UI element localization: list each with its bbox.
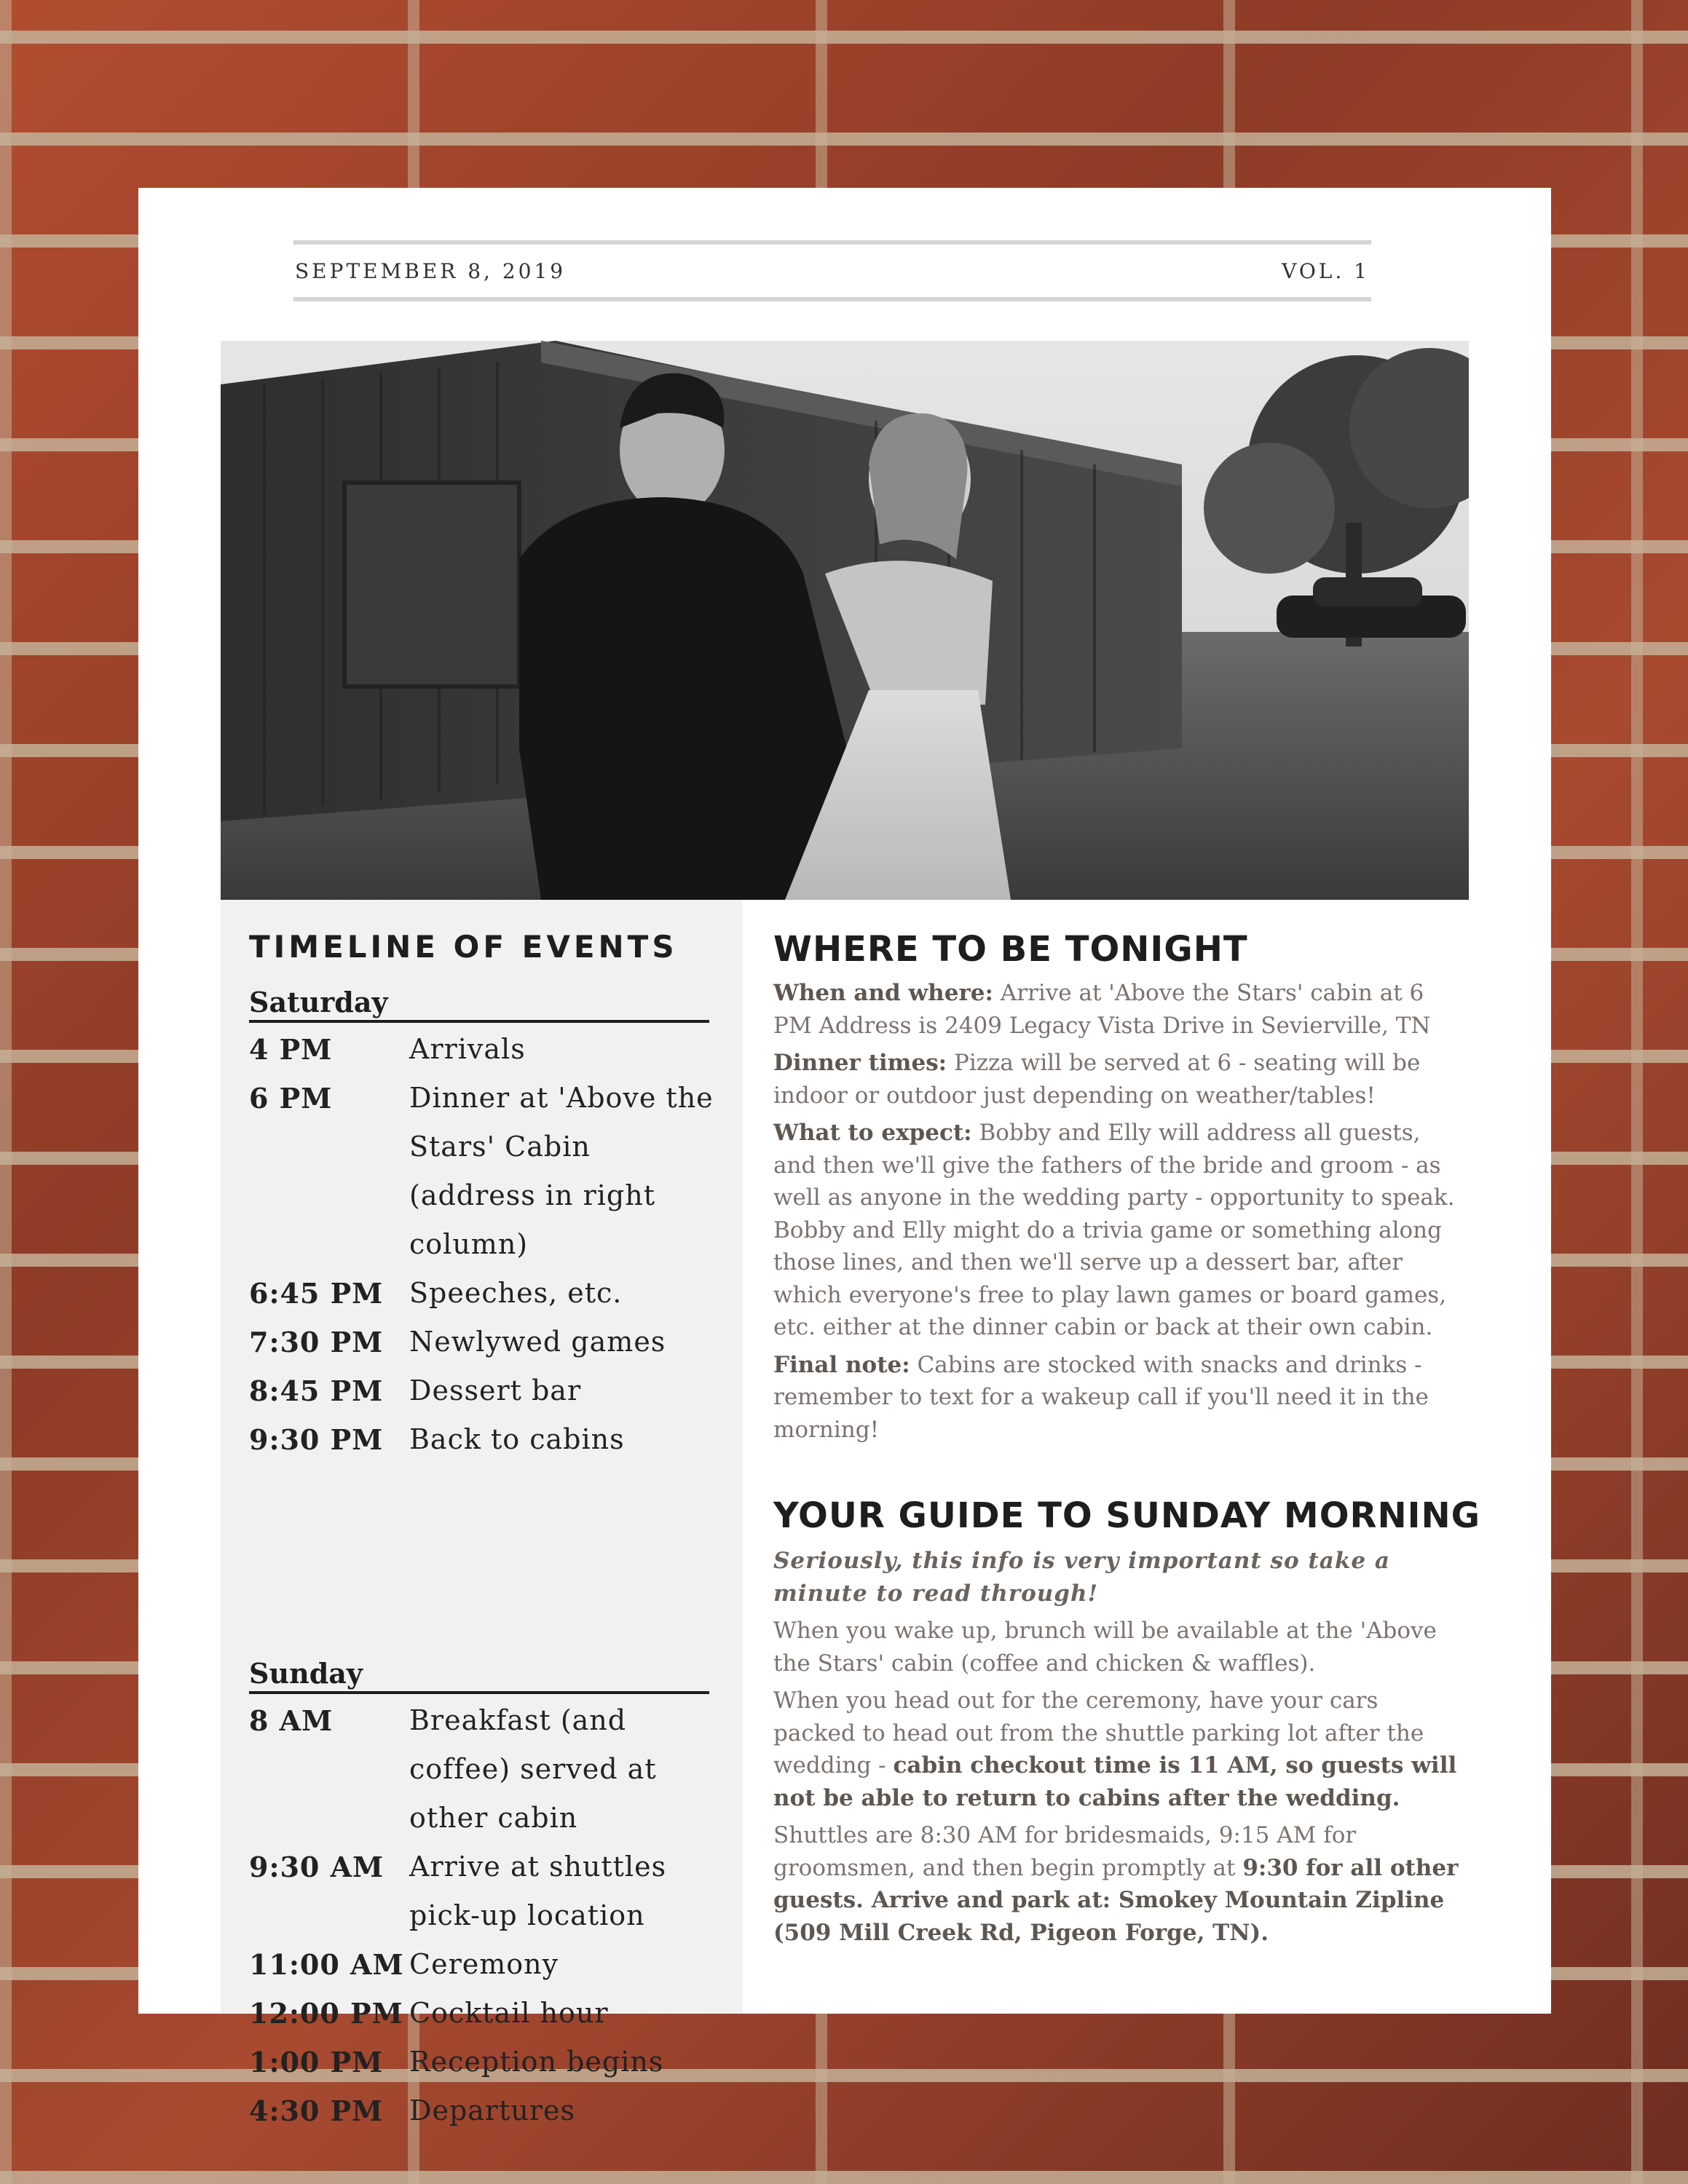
when-text: Arrive at 'Above the Stars' cabin at 6 PM Address is 2409 Legacy Vista Drive in Sevierville, TN [773,980,1431,1039]
table-row [249,1940,715,1989]
sunday-events [249,1696,715,2135]
event-name: Newlywed games [409,1326,666,1358]
event-time: 4 PM [249,1033,333,1066]
expect-label: What to expect: [773,1120,972,1146]
issue-volume: VOL. 1 [1282,258,1370,283]
sunday-guide-intro: Seriously, this info is very important so take a minute to read through! [773,1548,1390,1607]
event-name: Arrive at shuttles pick-up location [409,1851,667,1931]
expect-paragraph [773,1117,1465,1344]
when-paragraph [773,977,1465,1042]
shuttle-paragraph [773,1819,1465,1949]
event-name: Breakfast (and coffee) served at other cabin [409,1704,657,1834]
event-name: Dessert bar [409,1374,582,1406]
couple-photo [221,341,1469,900]
checkout-bold: cabin checkout time is 11 AM, so guests will not be able to return to cabins after the wedding. [773,1752,1457,1811]
table-row [249,1415,715,1464]
event-time: 4:30 PM [249,2094,384,2127]
table-row [249,1269,715,1318]
newsletter-page [138,188,1551,2127]
shuttle-text: Shuttles are 8:30 AM for bridesmaids, 9:15 AM for groomsmen, and then begin promptly at [773,1822,1357,1881]
checkout-paragraph [773,1685,1465,1814]
table-row [249,1989,715,2038]
event-time: 7:30 PM [249,1326,384,1358]
table-row [249,2086,715,2135]
event-name: Cocktail hour [409,1997,609,2029]
table-row [249,1318,715,1366]
event-time: 11:00 AM [249,1948,404,1981]
event-time: 9:30 AM [249,1851,384,1883]
event-name: Ceremony [409,1948,559,1980]
tonight-section [773,929,1465,1451]
sunday-guide-section [773,1495,1481,1954]
couple-photo-illustration [221,341,1469,900]
checkout-text: When you head out for the ceremony, have your cars packed to head out from the shuttle parking lot after the wedding - [773,1688,1424,1779]
event-name: Departures [409,2094,575,2126]
event-time: 8:45 PM [249,1374,384,1407]
info-column [743,900,1481,2014]
event-name: Back to cabins [409,1423,625,1455]
table-row [249,1366,715,1415]
event-time: 8 AM [249,1704,334,1737]
dinner-text: Pizza will be served at 6 - seating will be indoor or outdoor just depending on weather/tables! [773,1050,1421,1109]
table-row [249,2038,715,2086]
event-name: Reception begins [409,2046,664,2078]
masthead [293,240,1371,301]
table-row [249,1696,715,1843]
timeline-title: TIMELINE OF EVENTS [249,929,678,965]
table-row [249,1843,715,1940]
final-paragraph [773,1349,1465,1447]
saturday-heading: Saturday [249,986,709,1023]
timeline-column [221,900,743,2127]
final-label: Final note: [773,1351,910,1378]
sunday-heading: Sunday [249,1657,709,1694]
tonight-title: WHERE TO BE TONIGHT [773,929,1248,970]
shuttle-bold: 9:30 for all other guests. Arrive and park at: Smokey Mountain Zipline (509 Mill Creek Rd, Pigeon Forge, TN). [773,1854,1459,1946]
dinner-paragraph [773,1047,1465,1112]
event-name: Speeches, etc. [409,1277,623,1309]
event-time: 1:00 PM [249,2046,384,2078]
final-text: Cabins are stocked with snacks and drinks - remember to text for a wakeup call if you'll need it in the morning! [773,1351,1429,1443]
saturday-events [249,1025,715,1464]
expect-text: Bobby and Elly will address all guests, and then we'll give the fathers of the bride and groom - as well as anyone in the wedding party - opportunity to speak. Bobby and Elly might do a trivia game or something along those lines, and then we'll serve up a dessert bar, after which everyone's free to play lawn games or board games, etc. either at the dinner cabin or back at their own cabin. [773,1120,1455,1340]
event-time: 6 PM [249,1082,333,1115]
issue-date: SEPTEMBER 8, 2019 [295,258,567,283]
event-time: 12:00 PM [249,1997,403,2030]
event-name: Dinner at 'Above the Stars' Cabin (address in right column) [409,1082,714,1260]
table-row [249,1074,715,1269]
event-name: Arrivals [409,1033,526,1065]
brunch-paragraph: When you wake up, brunch will be available at the 'Above the Stars' cabin (coffee and chicken & waffles). [773,1618,1437,1677]
table-row [249,1025,715,1074]
dinner-label: Dinner times: [773,1050,947,1076]
event-time: 6:45 PM [249,1277,384,1310]
when-label: When and where: [773,980,993,1006]
event-time: 9:30 PM [249,1423,384,1456]
sunday-guide-title: YOUR GUIDE TO SUNDAY MORNING [773,1495,1481,1536]
